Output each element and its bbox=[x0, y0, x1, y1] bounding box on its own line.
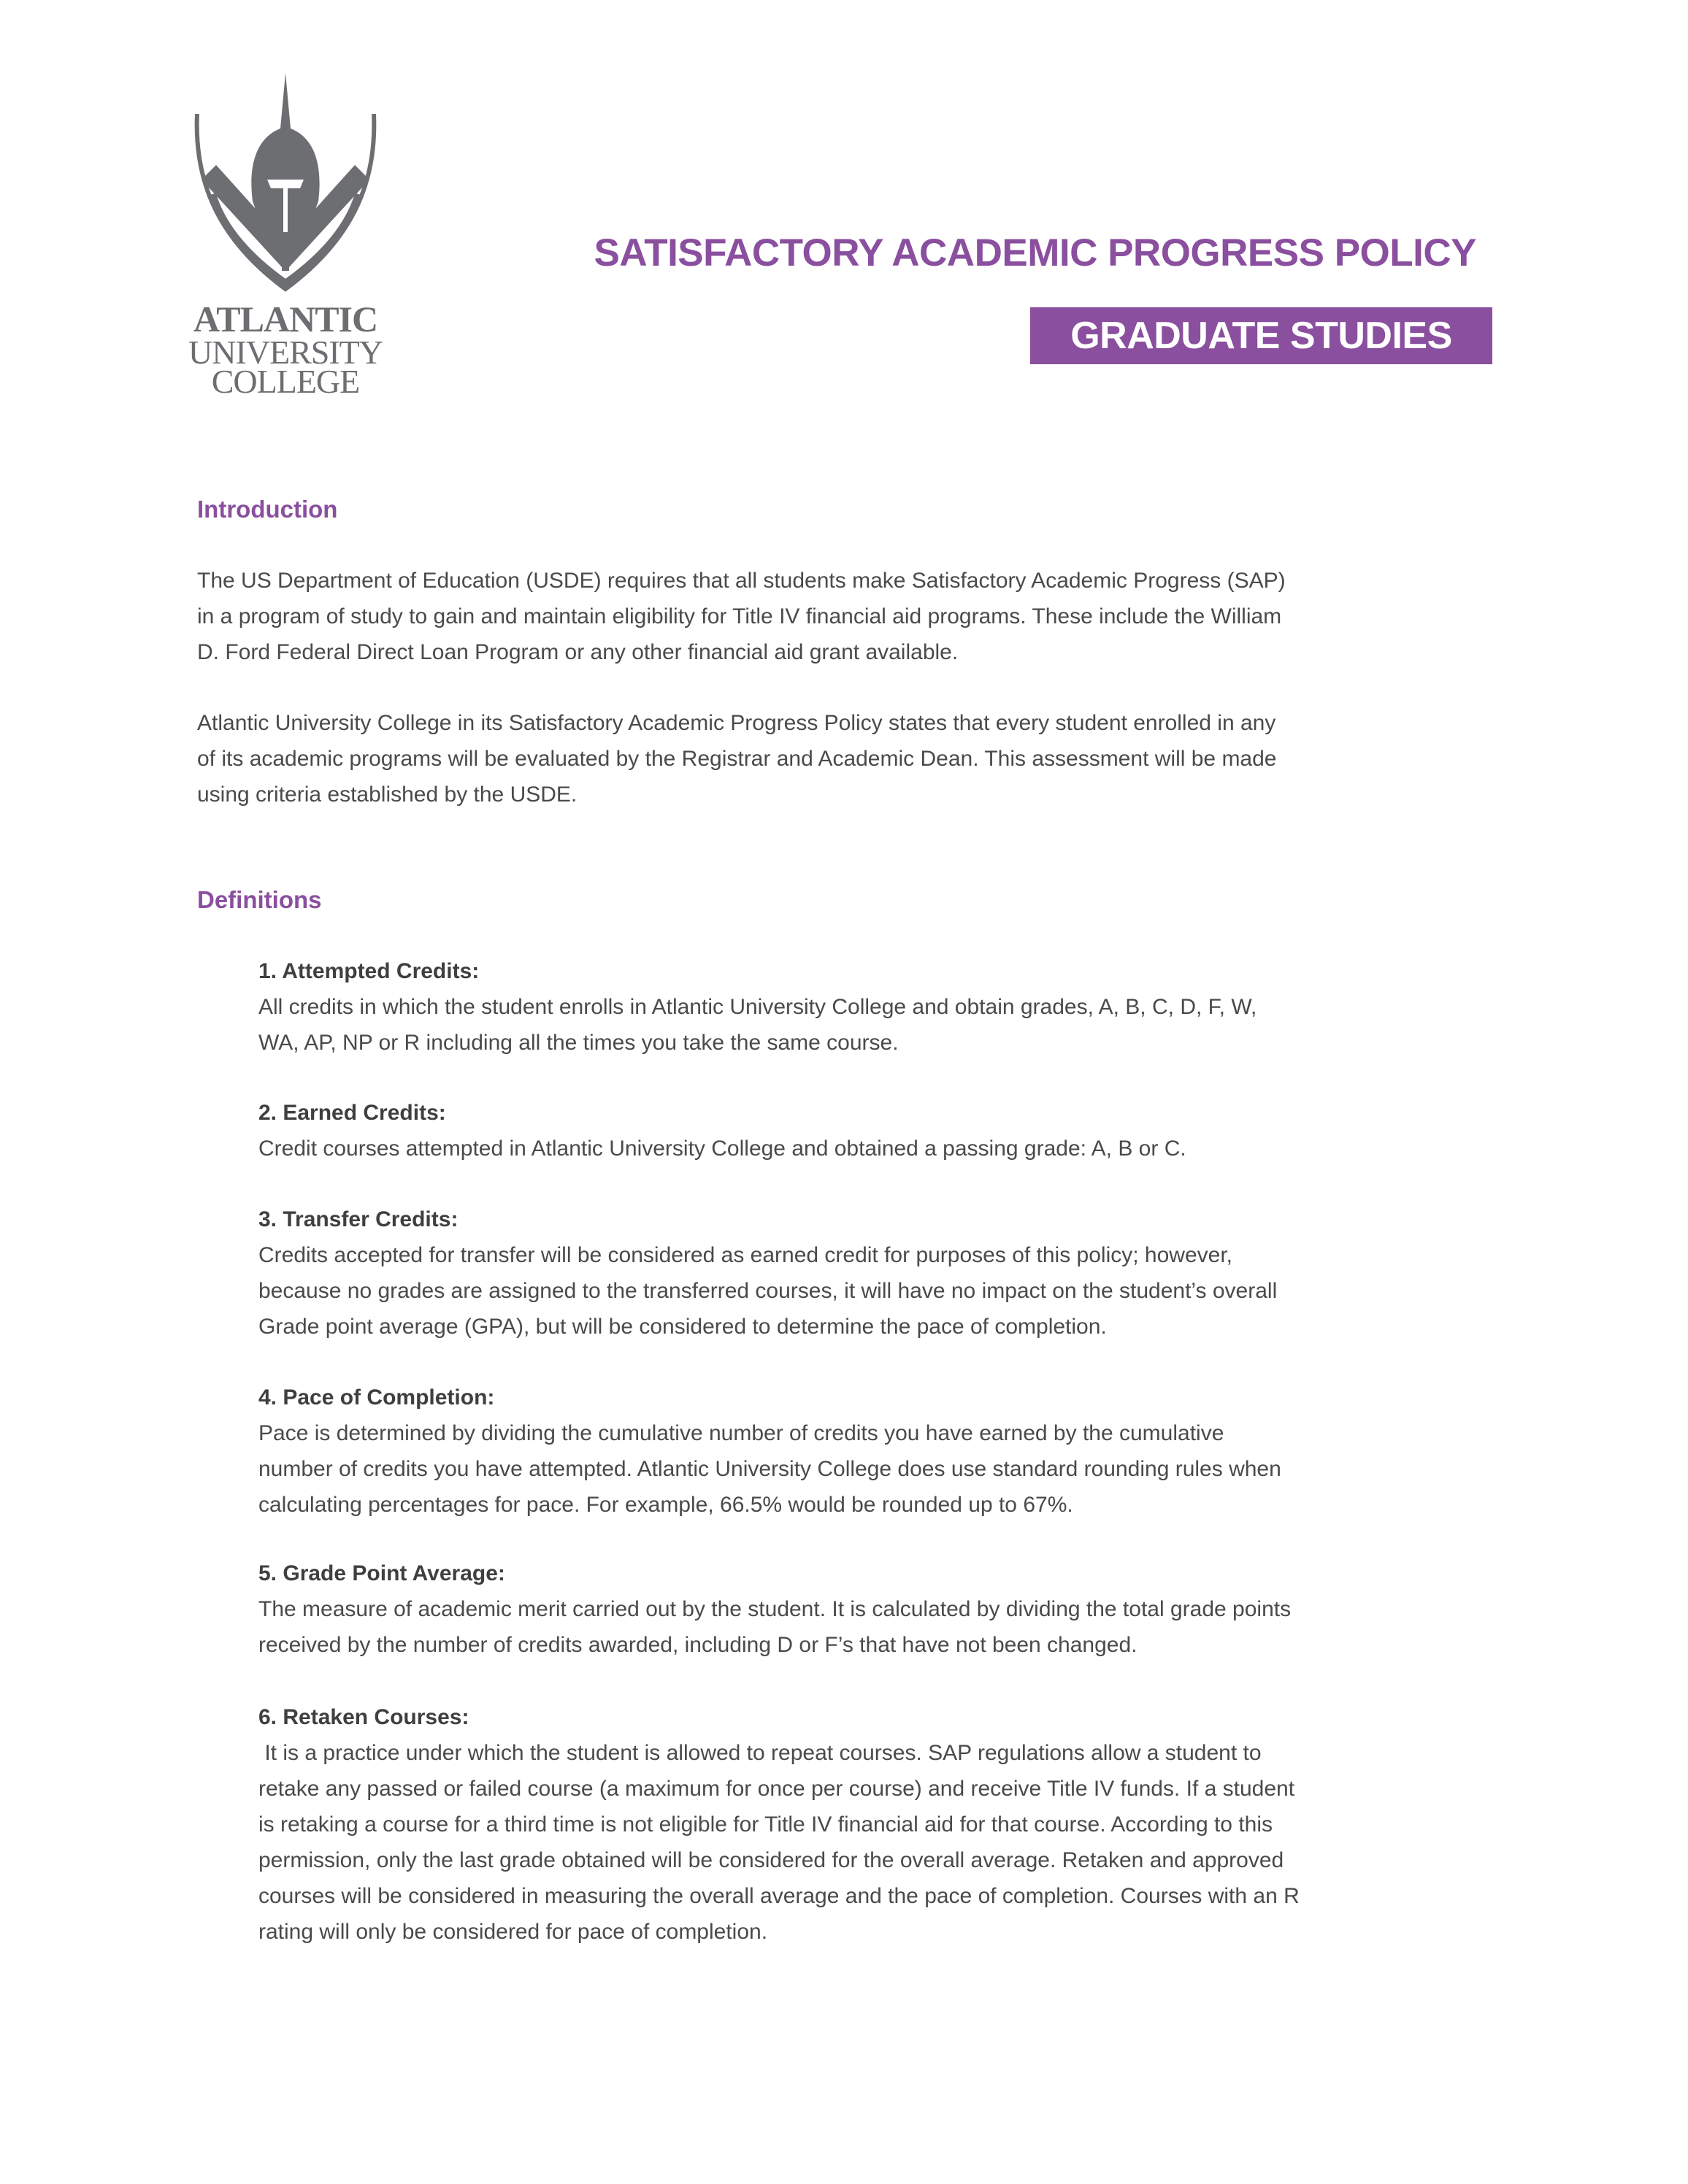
text-line: permission, only the last grade obtained will be considered for the overall average. Retaken and approved bbox=[258, 1848, 1284, 1872]
page-title: SATISFACTORY ACADEMIC PROGRESS POLICY bbox=[594, 231, 1476, 274]
shield-helmet-icon bbox=[172, 70, 399, 296]
text-line: Credits accepted for transfer will be considered as earned credit for purposes of this policy; however, bbox=[258, 1243, 1233, 1267]
text-line: number of credits you have attempted. Atlantic University College does use standard rounding rules when bbox=[258, 1457, 1281, 1481]
text-line: The US Department of Education (USDE) requires that all students make Satisfactory Academic Progress (SAP) bbox=[197, 569, 1286, 593]
text-line: Credit courses attempted in Atlantic University College and obtained a passing grade: A, B or C. bbox=[258, 1137, 1186, 1161]
text-line: Atlantic University College in its Satisfactory Academic Progress Policy states that every student enrolled in any bbox=[197, 711, 1276, 735]
text-line: Grade point average (GPA), but will be considered to determine the pace of completion. bbox=[258, 1315, 1107, 1339]
text-line: of its academic programs will be evaluated by the Registrar and Academic Dean. This assessment will be made bbox=[197, 747, 1277, 771]
text-line: Pace is determined by dividing the cumulative number of credits you have earned by the cumulative bbox=[258, 1421, 1224, 1445]
text-line: calculating percentages for pace. For example, 66.5% would be rounded up to 67%. bbox=[258, 1493, 1073, 1517]
text-line: is retaking a course for a third time is not eligible for Title IV financial aid for that course. According to this bbox=[258, 1812, 1273, 1837]
text-line: WA, AP, NP or R including all the times you take the same course. bbox=[258, 1031, 899, 1055]
text-line: because no grades are assigned to the transferred courses, it will have no impact on the student’s overall bbox=[258, 1279, 1278, 1303]
definition-grade-point-average bbox=[258, 1556, 1291, 1663]
text-line: The measure of academic merit carried out by the student. It is calculated by dividing the total grade points bbox=[258, 1597, 1292, 1621]
definition-pace-of-completion bbox=[258, 1380, 1281, 1523]
text-line: rating will only be considered for pace of completion. bbox=[258, 1920, 768, 1944]
text-line: in a program of study to gain and maintain eligibility for Title IV financial aid programs. These include the William bbox=[197, 604, 1282, 628]
definition-attempted-credits bbox=[258, 953, 1257, 1061]
intro-paragraph-2 bbox=[197, 705, 1276, 812]
definition-title: 4. Pace of Completion: bbox=[258, 1385, 495, 1410]
definition-retaken-courses bbox=[258, 1699, 1300, 1950]
logo-text-college: COLLEGE bbox=[211, 363, 360, 400]
text-line: using criteria established by the USDE. bbox=[197, 783, 578, 807]
definition-title: 5. Grade Point Average: bbox=[258, 1561, 505, 1585]
logo-text-atlantic: ATLANTIC bbox=[193, 299, 378, 339]
definition-title: 3. Transfer Credits: bbox=[258, 1207, 459, 1231]
text-line: D. Ford Federal Direct Loan Program or any other financial aid grant available. bbox=[197, 640, 959, 664]
text-line: courses will be considered in measuring the overall average and the pace of completion. Courses with an R bbox=[258, 1884, 1300, 1908]
definition-earned-credits bbox=[258, 1095, 1186, 1166]
definition-title: 1. Attempted Credits: bbox=[258, 959, 480, 983]
introduction-heading: Introduction bbox=[197, 496, 338, 523]
definition-transfer-credits bbox=[258, 1201, 1277, 1345]
text-line: All credits in which the student enrolls in Atlantic University College and obtain grades, A, B, C, D, F, W, bbox=[258, 995, 1257, 1019]
program-badge: GRADUATE STUDIES bbox=[1030, 307, 1492, 364]
intro-paragraph-1 bbox=[197, 563, 1286, 670]
college-logo bbox=[172, 70, 399, 400]
definition-title: 6. Retaken Courses: bbox=[258, 1705, 469, 1729]
text-line: retake any passed or failed course (a maximum for once per course) and receive Title IV funds. If a student bbox=[258, 1777, 1295, 1801]
definitions-heading: Definitions bbox=[197, 886, 322, 913]
logo-text-university: UNIVERSITY bbox=[188, 334, 383, 371]
text-line: It is a practice under which the student is allowed to repeat courses. SAP regulations allow a student to bbox=[258, 1741, 1262, 1765]
definition-title: 2. Earned Credits: bbox=[258, 1101, 446, 1125]
text-line: received by the number of credits awarded, including D or F’s that have not been changed. bbox=[258, 1633, 1138, 1657]
